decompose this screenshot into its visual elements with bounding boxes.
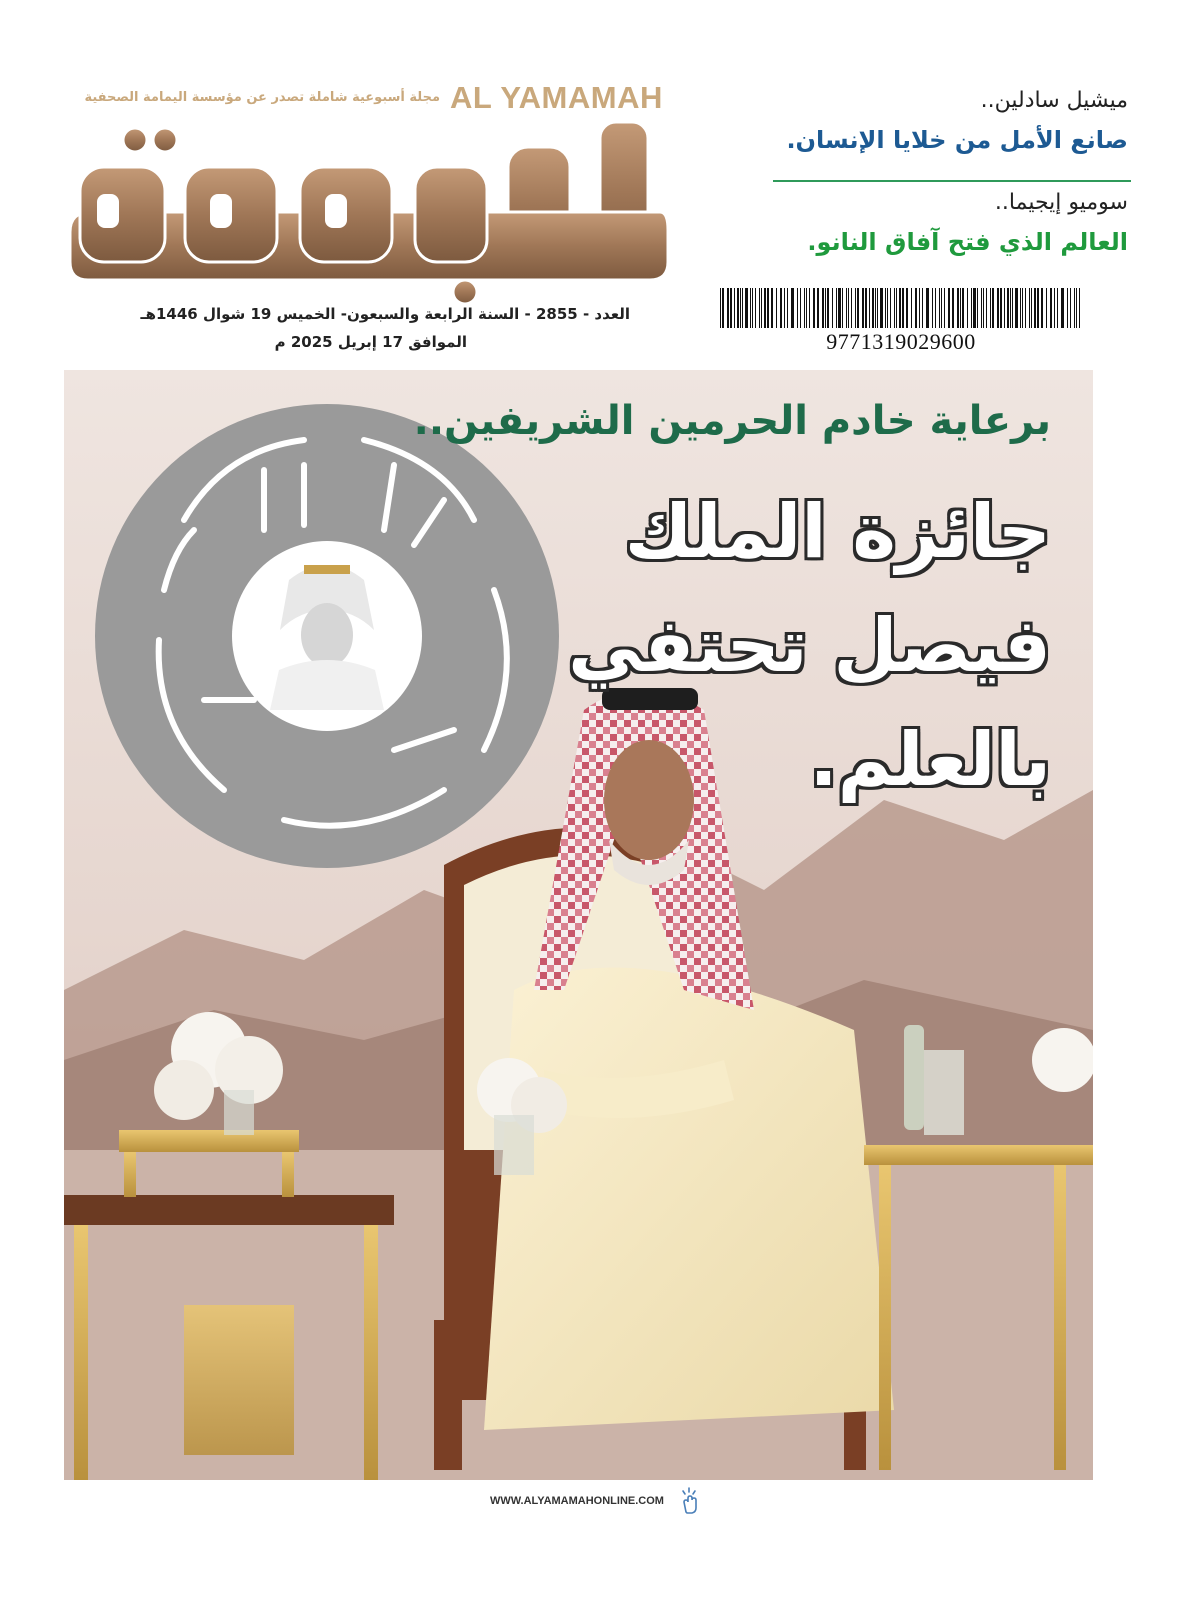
barcode-bar — [722, 288, 724, 328]
website-link[interactable]: WWW.ALYAMAMAHONLINE.COM — [490, 1495, 664, 1507]
barcode-bar — [1054, 288, 1055, 328]
barcode-bar — [1057, 288, 1058, 328]
barcode-bar — [962, 288, 964, 328]
barcode-bar — [1004, 288, 1005, 328]
barcode-bar — [977, 288, 978, 328]
barcode-bar — [1025, 288, 1026, 328]
barcode-bar — [983, 288, 984, 328]
cover-headline-line-2: فيصل تحتفي — [568, 603, 1051, 689]
barcode-bar — [832, 288, 833, 328]
barcode-bar — [759, 288, 760, 328]
barcode-bar — [899, 288, 901, 328]
barcode-bar — [730, 288, 732, 328]
barcode-bar — [887, 288, 888, 328]
barcode-bar — [935, 288, 936, 328]
barcode-bar — [926, 288, 929, 328]
cover-kicker: برعاية خادم الحرمين الشريفين.. — [413, 398, 1051, 444]
hand-click-icon — [674, 1486, 704, 1516]
teaser-2-kicker: سوميو إيجيما.. — [994, 190, 1128, 215]
barcode-bar — [1076, 288, 1077, 328]
barcode-bar — [1041, 288, 1043, 328]
barcode-bar — [941, 288, 942, 328]
cover-headline-line-3: بالعلم. — [809, 717, 1051, 803]
barcode-bar — [752, 288, 753, 328]
barcode-bar — [855, 288, 856, 328]
barcode-bar — [1074, 288, 1075, 328]
barcode-bar — [742, 288, 743, 328]
barcode-bar — [720, 288, 721, 328]
barcode-bar — [939, 288, 940, 328]
barcode-bar — [806, 288, 807, 328]
issue-date: الموافق 17 إبريل 2025 م — [274, 333, 467, 351]
barcode-bar — [771, 288, 773, 328]
barcode-bar — [960, 288, 961, 328]
barcode-bar — [1046, 288, 1047, 328]
magazine-logo — [60, 112, 675, 312]
barcode-bar — [911, 288, 912, 328]
barcode-bar — [1007, 288, 1009, 328]
barcode-bar — [896, 288, 897, 328]
barcode-bar — [1015, 288, 1018, 328]
barcode-bar — [957, 288, 959, 328]
barcode-bar — [990, 288, 991, 328]
barcode-bar — [894, 288, 895, 328]
barcode-bar — [787, 288, 788, 328]
barcode-bar — [1020, 288, 1021, 328]
teaser-1-headline[interactable]: صانع الأمل من خلايا الإنسان. — [786, 126, 1128, 154]
barcode-bar — [948, 288, 950, 328]
barcode-bar — [791, 288, 794, 328]
barcode-bar — [857, 288, 859, 328]
barcode-bar — [872, 288, 874, 328]
barcode-bar — [862, 288, 864, 328]
barcode-bar — [875, 288, 876, 328]
barcode-bar — [767, 288, 769, 328]
barcode-bar — [846, 288, 847, 328]
barcode-number: 9771319029600 — [826, 329, 976, 354]
barcode-bar — [906, 288, 908, 328]
barcode-bar — [1000, 288, 1002, 328]
barcode-bar — [915, 288, 917, 328]
cover-photo — [64, 370, 1093, 1480]
barcode-bar — [932, 288, 933, 328]
barcode-bar — [973, 288, 976, 328]
barcode-bar — [761, 288, 762, 328]
barcode-bar — [880, 288, 883, 328]
barcode-bar — [967, 288, 968, 328]
barcode-bar — [740, 288, 741, 328]
barcode — [720, 288, 1082, 328]
barcode-bar — [838, 288, 841, 328]
barcode-bar — [971, 288, 972, 328]
barcode-bar — [919, 288, 920, 328]
barcode-bar — [745, 288, 748, 328]
barcode-bar — [981, 288, 982, 328]
barcode-bar — [1031, 288, 1032, 328]
barcode-bar — [836, 288, 837, 328]
brand-tagline: مجلة أسبوعية شاملة تصدر عن مؤسسة اليمامة الصحفية — [84, 90, 440, 105]
barcode-bar — [992, 288, 994, 328]
barcode-bar — [822, 288, 824, 328]
barcode-bar — [848, 288, 849, 328]
barcode-bar — [1022, 288, 1023, 328]
barcode-bar — [1029, 288, 1030, 328]
barcode-bar — [890, 288, 891, 328]
barcode-bar — [1010, 288, 1011, 328]
barcode-bar — [944, 288, 945, 328]
barcode-bar — [869, 288, 870, 328]
cover-headline — [531, 475, 1051, 817]
barcode-bar — [1050, 288, 1052, 328]
barcode-bar — [986, 288, 987, 328]
barcode-bar — [755, 288, 756, 328]
barcode-bar — [885, 288, 886, 328]
barcode-bar — [813, 288, 815, 328]
brand-latin-name: AL YAMAMAH — [450, 80, 663, 115]
barcode-bar — [1037, 288, 1039, 328]
teaser-1-kicker: ميشيل سادلين.. — [980, 88, 1128, 113]
barcode-bar — [1067, 288, 1068, 328]
barcode-bar — [804, 288, 805, 328]
barcode-bar — [784, 288, 785, 328]
barcode-bar — [825, 288, 826, 328]
barcode-bar — [750, 288, 751, 328]
barcode-bar — [800, 288, 801, 328]
barcode-bar — [827, 288, 829, 328]
barcode-bar — [737, 288, 739, 328]
barcode-bar — [1079, 288, 1080, 328]
barcode-bar — [734, 288, 735, 328]
barcode-bar — [776, 288, 777, 328]
barcode-bar — [851, 288, 852, 328]
barcode-bar — [865, 288, 867, 328]
issue-info: العدد - 2855 - السنة الرابعة والسبعون- الخميس 19 شوال 1446هـ — [140, 305, 630, 323]
barcode-bar — [922, 288, 923, 328]
barcode-bar — [727, 288, 729, 328]
barcode-bar — [1012, 288, 1013, 328]
barcode-bar — [817, 288, 819, 328]
barcode-bar — [764, 288, 766, 328]
barcode-bar — [1070, 288, 1071, 328]
barcode-bar — [842, 288, 843, 328]
barcode-bar — [780, 288, 782, 328]
barcode-bar — [902, 288, 904, 328]
barcode-bar — [797, 288, 798, 328]
teaser-divider — [773, 180, 1131, 182]
barcode-bar — [997, 288, 999, 328]
barcode-bar — [952, 288, 954, 328]
barcode-bar — [1061, 288, 1064, 328]
teaser-2-headline[interactable]: العالم الذي فتح آفاق النانو. — [807, 228, 1128, 256]
barcode-bar — [809, 288, 810, 328]
barcode-bar — [1034, 288, 1036, 328]
cover-headline-line-1: جائزة الملك — [624, 489, 1051, 575]
barcode-bar — [877, 288, 878, 328]
